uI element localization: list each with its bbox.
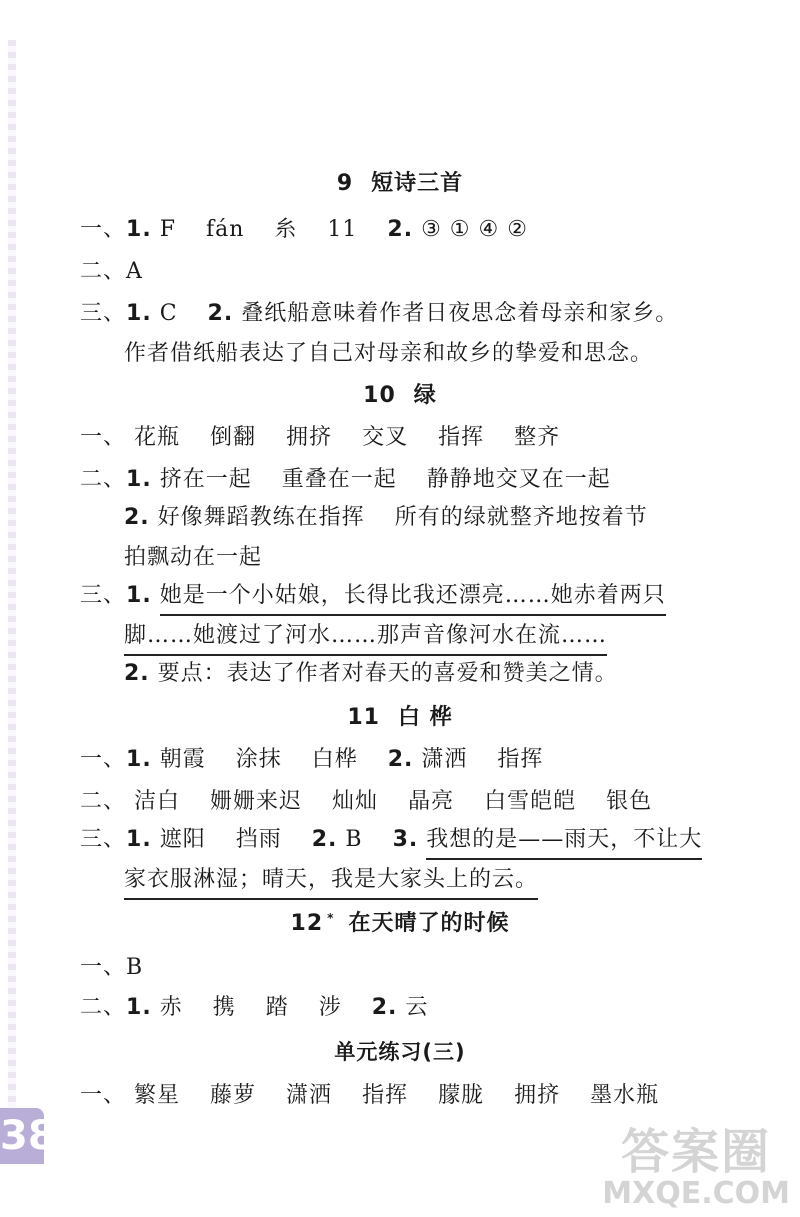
answer: A — [126, 259, 143, 284]
answer: 云 — [405, 995, 429, 1020]
watermark-url: MXQE.COM — [602, 1175, 790, 1211]
question-number: 1. — [126, 217, 152, 242]
s9-line-1 — [80, 212, 528, 243]
answer: 挡雨 — [235, 827, 282, 852]
s10-line-6 — [124, 618, 607, 649]
answer: 遮阳 — [159, 827, 206, 852]
underlined-answer: 家衣服淋湿；晴天，我是大家头上的云。 — [124, 867, 538, 900]
answer: 涉 — [318, 995, 342, 1020]
answer: 拥挤 — [286, 425, 333, 450]
s10-line-7 — [124, 656, 618, 687]
item-prefix: 一、 — [80, 425, 127, 450]
section-10-heading — [0, 378, 800, 409]
answer: 携 — [212, 995, 236, 1020]
s11-line-2 — [80, 784, 652, 815]
answer: 11 — [327, 217, 358, 242]
watermark-logo — [602, 1124, 790, 1211]
answer: 好像舞蹈教练在指挥 — [157, 505, 365, 530]
section-10-title: 绿 — [413, 383, 437, 408]
underlined-answer: 她是一个小姑娘，长得比我还漂亮……她赤着两只 — [160, 583, 666, 616]
question-number: 1. — [126, 301, 152, 326]
answer: 赤 — [159, 995, 183, 1020]
question-number: 2. — [387, 217, 414, 242]
question-number: 2. — [311, 827, 338, 852]
item-prefix: 二、 — [80, 789, 127, 814]
item-prefix: 二、 — [80, 467, 127, 492]
item-prefix: 三、 — [80, 583, 127, 608]
s12-line-2 — [80, 990, 428, 1021]
answer: 指挥 — [438, 425, 485, 450]
answer: 踏 — [265, 995, 289, 1020]
unit-line-1 — [80, 1078, 659, 1109]
answer: 要点：表达了作者对春天的喜爱和赞美之情。 — [157, 661, 618, 686]
answer: 所有的绿就整齐地按着节 — [394, 505, 648, 530]
answer: F — [159, 217, 176, 242]
answer: 姗姗来迟 — [210, 789, 303, 814]
question-number: 1. — [126, 827, 152, 852]
section-12-title: 在天晴了的时候 — [348, 911, 510, 936]
s11-line-1 — [80, 742, 543, 773]
answer: 涂抹 — [235, 747, 282, 772]
s12-line-1 — [80, 950, 143, 981]
answer: 晶亮 — [408, 789, 455, 814]
answer: B — [345, 827, 363, 852]
s9-line-2 — [80, 254, 143, 285]
answer: B — [126, 955, 144, 980]
answer: 潇洒 — [421, 747, 468, 772]
answer: 花瓶 — [134, 425, 181, 450]
section-9-heading — [0, 166, 800, 197]
s11-line-3 — [80, 822, 702, 853]
underlined-answer: 我想的是——雨天，不让大 — [426, 827, 702, 860]
section-11-number: 11 — [347, 705, 380, 730]
section-9-title: 短诗三首 — [371, 171, 464, 196]
s9-line-3 — [80, 296, 678, 327]
answer: C — [159, 301, 178, 326]
optional-star: * — [327, 910, 335, 925]
section-12-heading — [0, 906, 800, 937]
answer: 重叠在一起 — [281, 467, 397, 492]
answer: 藤萝 — [210, 1083, 257, 1108]
s10-line-4: 拍飘动在一起 — [124, 545, 263, 570]
answer: 潇洒 — [286, 1083, 333, 1108]
question-number: 2. — [124, 505, 150, 530]
question-number: 1. — [126, 583, 152, 608]
answer: 银色 — [606, 789, 653, 814]
answer: 指挥 — [497, 747, 544, 772]
s10-line-3 — [124, 500, 648, 531]
answer: 指挥 — [362, 1083, 409, 1108]
question-number: 3. — [392, 827, 419, 852]
unit-practice-heading: 单元练习(三) — [334, 1040, 466, 1064]
item-prefix: 三、 — [80, 301, 127, 326]
question-number: 1. — [126, 467, 152, 492]
answer: ③ ① ④ ② — [421, 217, 528, 242]
answer: 朦胧 — [438, 1083, 485, 1108]
underlined-answer: 脚……她渡过了河水……那声音像河水在流…… — [124, 623, 607, 656]
item-prefix: 二、 — [80, 995, 127, 1020]
question-number: 1. — [126, 747, 152, 772]
item-prefix: 一、 — [80, 1083, 127, 1108]
item-prefix: 一、 — [80, 747, 127, 772]
answer: 洁白 — [134, 789, 181, 814]
page-number-tab: 38 — [0, 1108, 44, 1164]
watermark-text: 答案圈 — [621, 1124, 772, 1181]
answer: 灿灿 — [332, 789, 379, 814]
item-prefix: 一、 — [80, 217, 127, 242]
s11-line-4 — [124, 862, 538, 893]
answer: 叠纸船意味着作者日夜思念着母亲和家乡。 — [241, 301, 679, 326]
answer: 倒翻 — [210, 425, 257, 450]
section-9-number: 9 — [336, 171, 354, 196]
item-prefix: 三、 — [80, 827, 127, 852]
answer: 墨水瓶 — [590, 1083, 660, 1108]
item-prefix: 二、 — [80, 259, 127, 284]
s10-line-2 — [80, 462, 611, 493]
answer: fán — [205, 217, 245, 242]
question-number: 2. — [371, 995, 398, 1020]
answer: 挤在一起 — [159, 467, 252, 492]
question-number: 2. — [387, 747, 414, 772]
answer: 交叉 — [362, 425, 409, 450]
section-11-title: 白 桦 — [397, 705, 453, 730]
answer: 繁星 — [134, 1083, 181, 1108]
answer: 朝霞 — [159, 747, 206, 772]
question-number: 1. — [126, 995, 152, 1020]
question-number: 2. — [207, 301, 234, 326]
s10-line-1 — [80, 420, 560, 451]
answer: 白桦 — [311, 747, 358, 772]
answer: 静静地交叉在一起 — [426, 467, 611, 492]
answer: 拥挤 — [514, 1083, 561, 1108]
section-11-heading — [0, 700, 800, 731]
section-10-number: 10 — [363, 383, 396, 408]
page-edge-decoration — [8, 40, 16, 1120]
s10-line-5 — [80, 578, 666, 609]
answer: 白雪皑皑 — [484, 789, 577, 814]
item-prefix: 一、 — [80, 955, 127, 980]
answer: 整齐 — [514, 425, 561, 450]
answer: 糸 — [274, 217, 298, 242]
s9-line-4: 作者借纸船表达了自己对母亲和故乡的挚爱和思念。 — [124, 341, 654, 366]
question-number: 2. — [124, 661, 150, 686]
section-12-number: 12 — [290, 911, 324, 936]
